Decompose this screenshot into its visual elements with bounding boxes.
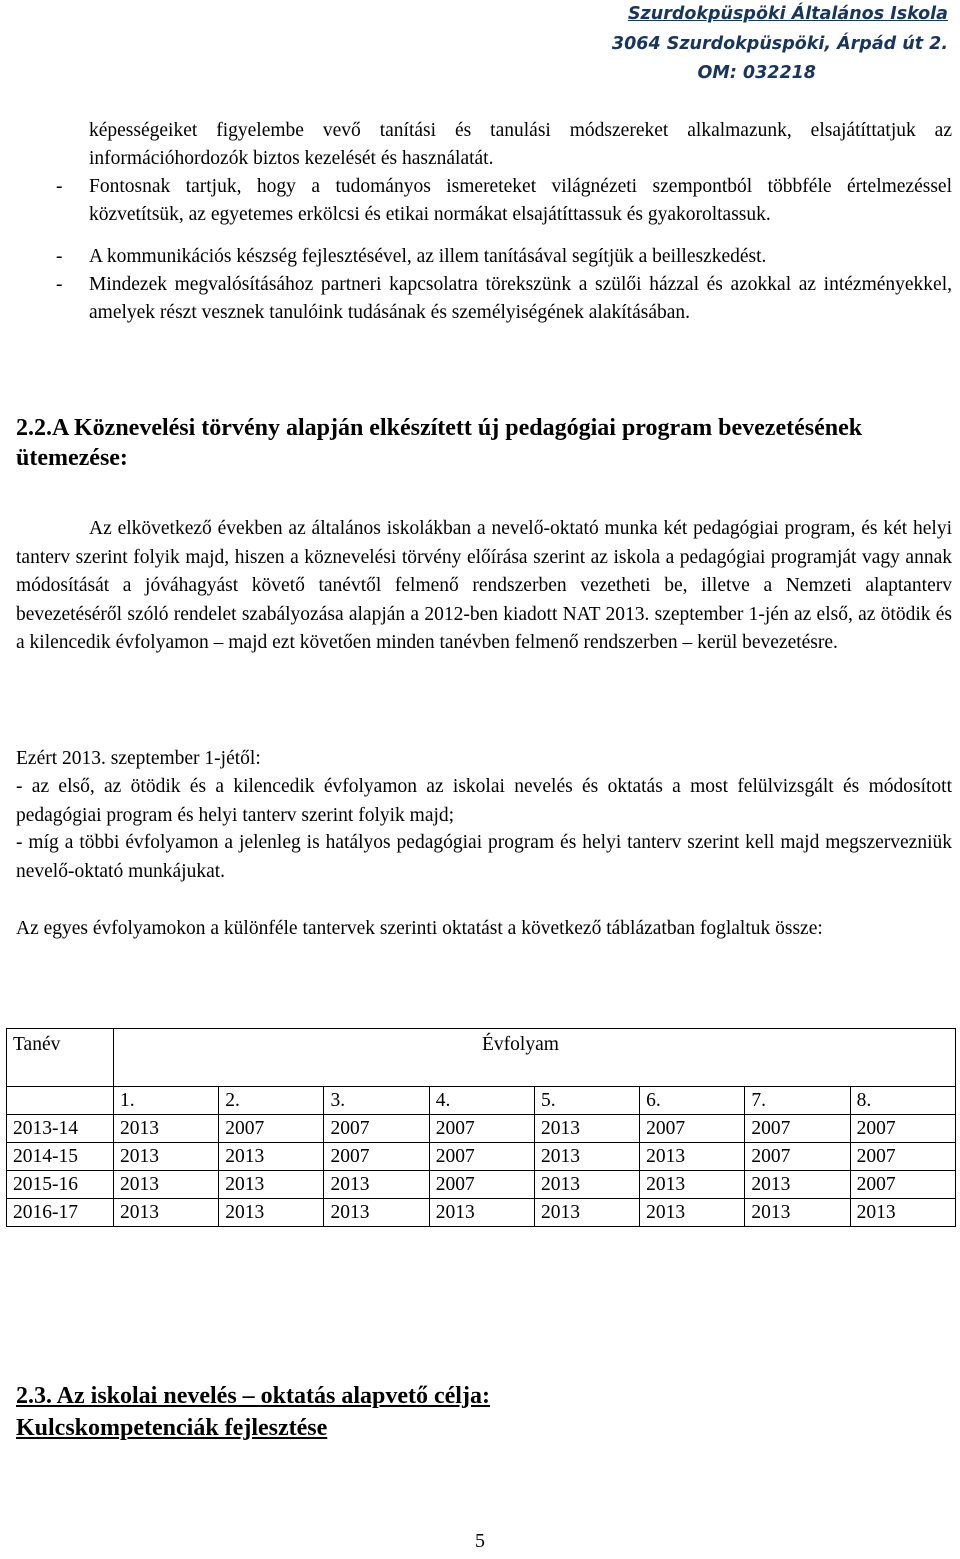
- grade-header: 5.: [534, 1087, 639, 1115]
- bullet-dash: -: [56, 246, 63, 267]
- table-row: [7, 1199, 956, 1227]
- table-cell: 2007: [429, 1115, 534, 1143]
- bullet-item: [16, 173, 952, 229]
- grade-header: 3.: [324, 1087, 429, 1115]
- table-cell: 2007: [429, 1171, 534, 1199]
- section-heading-2-2: 2.2.A Köznevelési törvény alapján elkészített új pedagógiai program bevezetésének ütemezése:: [16, 415, 863, 471]
- bullet-dash: -: [56, 274, 63, 295]
- grade-header: 1.: [114, 1087, 219, 1115]
- col-header-tanev: Tanév: [7, 1029, 114, 1087]
- table-cell: 2007: [429, 1143, 534, 1171]
- bullet-text: Fontosnak tartjuk, hogy a tudományos ismereteket világnézeti szempontból többféle értelmezéssel közvetítsük, az egyetemes erkölcsi és etikai normákat elsajátíttassuk és gyakoroltassuk.: [89, 176, 952, 225]
- grade-header: 4.: [429, 1087, 534, 1115]
- table-cell: 2007: [640, 1115, 745, 1143]
- year-cell: 2015-16: [7, 1171, 114, 1199]
- table-cell: 2013: [219, 1171, 324, 1199]
- table-cell: 2007: [850, 1171, 955, 1199]
- grade-header: 8.: [850, 1087, 955, 1115]
- table-cell: 2013: [534, 1115, 639, 1143]
- grade-header: 7.: [745, 1087, 850, 1115]
- table-intro: Az egyes évfolyamokon a különféle tantervek szerinti oktatást a következő táblázatban foglaltuk össze:: [16, 918, 823, 939]
- table-cell: 2007: [745, 1115, 850, 1143]
- page-number: 5: [475, 1530, 485, 1552]
- table-row: [7, 1143, 956, 1171]
- table-cell: 2007: [850, 1143, 955, 1171]
- table-header-row: [7, 1029, 956, 1087]
- table-row: [7, 1115, 956, 1143]
- year-cell: 2016-17: [7, 1199, 114, 1227]
- table-cell: 2013: [534, 1199, 639, 1227]
- table-cell: 2007: [324, 1143, 429, 1171]
- section-subheading: Kulcskompetenciák fejlesztése: [16, 1415, 328, 1441]
- bullet-item: [16, 271, 952, 327]
- table-cell: 2007: [324, 1115, 429, 1143]
- continuation-text: képességeiket figyelembe vevő tanítási és tanulási módszereket alkalmazunk, elsajátíttatjuk az információhordozók biztos kezelését és használatát.: [89, 120, 952, 169]
- table-cell: 2013: [114, 1199, 219, 1227]
- body-paragraph: Az elkövetkező években az általános iskolákban a nevelő-oktató munka két pedagógiai program, és két helyi tanterv szerint folyik majd, hiszen a köznevelési törvény előírása szerint az iskola a pedagógiai programját vagy annak módosítását a jóváhagyást követő tanévtől felmenő rendszerben vezetheti be, illetve a Nemzeti alaptanterv bevezetéséről szóló rendelet szabályozása alapján a 2012-ben kiadott NAT 2013. szeptember 1-jén az első, az ötödik és a kilencedik évfolyamon – majd ezt követően minden tanévben felmenő rendszerben – kerül bevezetésre.: [16, 518, 952, 653]
- page-header: [612, 0, 948, 89]
- table-cell: 2013: [114, 1143, 219, 1171]
- school-om: OM: 032218: [697, 63, 816, 83]
- table-cell: 2013: [324, 1199, 429, 1227]
- curriculum-table: [6, 1028, 956, 1227]
- table-cell: 2013: [324, 1171, 429, 1199]
- table-cell: 2007: [219, 1115, 324, 1143]
- table-cell: 2013: [534, 1171, 639, 1199]
- table-cell: 2013: [429, 1199, 534, 1227]
- ezert-line: - az első, az ötödik és a kilencedik évfolyamon az iskolai nevelés és oktatás a most felülvizsgált és módosított pedagógiai program és helyi tanterv szerint folyik majd;: [16, 776, 952, 826]
- bullet-item: [16, 243, 952, 271]
- bullet-dash: -: [56, 176, 63, 197]
- table-cell: 2013: [219, 1199, 324, 1227]
- table-cell: 2013: [114, 1171, 219, 1199]
- table-cell: 2013: [219, 1143, 324, 1171]
- school-name: Szurdokpüspöki Általános Iskola: [627, 4, 948, 24]
- table-cell: 2013: [745, 1171, 850, 1199]
- table-cell: 2013: [534, 1143, 639, 1171]
- table-cell: 2007: [850, 1115, 955, 1143]
- year-cell: 2013-14: [7, 1115, 114, 1143]
- table-cell: 2013: [745, 1199, 850, 1227]
- table-grade-row: [7, 1087, 956, 1115]
- table-cell: 2013: [640, 1199, 745, 1227]
- col-header-evfolyam: Évfolyam: [114, 1029, 956, 1087]
- school-address: 3064 Szurdokpüspöki, Árpád út 2.: [611, 33, 948, 54]
- bullet-text: A kommunikációs készség fejlesztésével, az illem tanításával segítjük a beilleszkedést.: [89, 246, 767, 267]
- table-cell: 2013: [640, 1143, 745, 1171]
- table-row: [7, 1171, 956, 1199]
- bullet-text: Mindezek megvalósításához partneri kapcsolatra törekszünk a szülői házzal és azokkal az intézményekkel, amelyek részt vesznek tanulóink tudásának és személyiségének alakításában.: [89, 274, 952, 323]
- table-cell: [7, 1087, 114, 1115]
- table-cell: 2013: [114, 1115, 219, 1143]
- ezert-line: - míg a többi évfolyamon a jelenleg is hatályos pedagógiai program és helyi tanterv szerint kell majd megszervezniük nevelő-oktató munkájukat.: [16, 832, 952, 882]
- section-heading-2-3: 2.3. Az iskolai nevelés – oktatás alapvető célja:: [16, 1383, 490, 1409]
- year-cell: 2014-15: [7, 1143, 114, 1171]
- table-cell: 2007: [745, 1143, 850, 1171]
- table-cell: 2013: [850, 1199, 955, 1227]
- grade-header: 6.: [640, 1087, 745, 1115]
- ezert-intro: Ezért 2013. szeptember 1-jétől:: [16, 748, 261, 769]
- grade-header: 2.: [219, 1087, 324, 1115]
- table-cell: 2013: [640, 1171, 745, 1199]
